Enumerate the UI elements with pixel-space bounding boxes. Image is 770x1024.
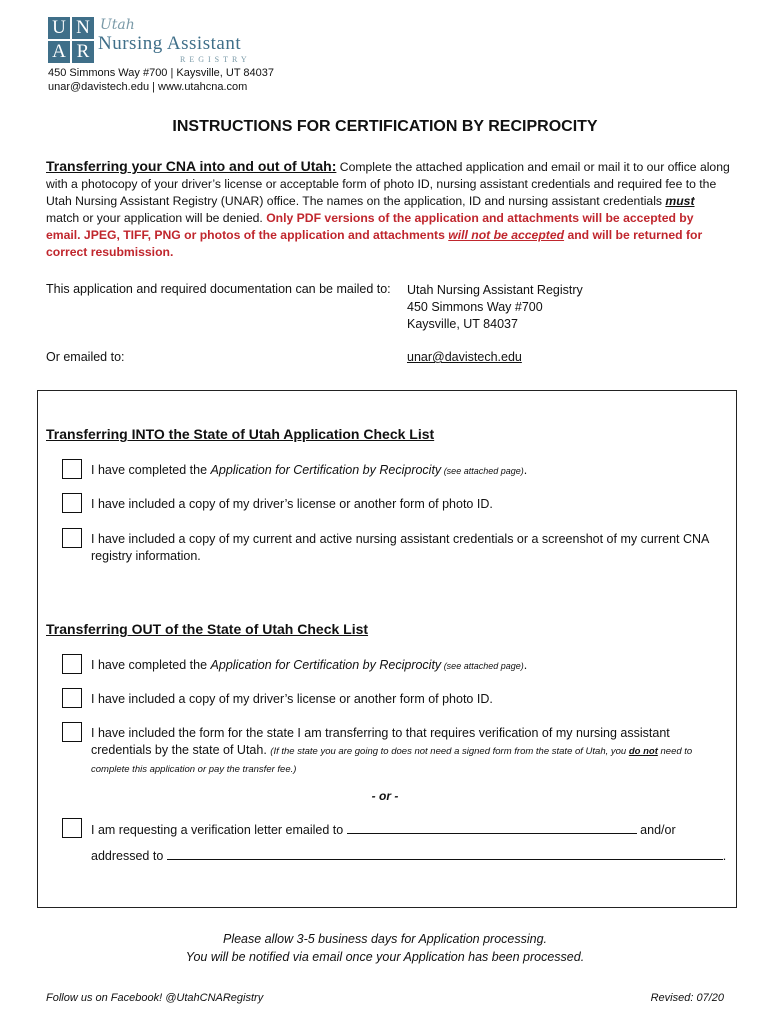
- out-checkbox-2[interactable]: [62, 688, 82, 708]
- verification-email-field[interactable]: [347, 821, 637, 834]
- into-item-3: I have included a copy of my current and active nursing assistant credentials or a screenshot of my current CNA registry information.: [91, 532, 709, 563]
- header-address: 450 Simmons Way #700 | Kaysville, UT 84037: [48, 67, 275, 79]
- out-item-3-note-1: (If the state you are going to does not need a signed form from the state of Utah, you: [270, 746, 629, 757]
- into-item-1-end: .: [523, 463, 528, 477]
- into-item-2: I have included a copy of my driver’s license or another form of photo ID.: [91, 497, 493, 511]
- processing-note-line1: Please allow 3-5 business days for Application processing.: [222, 932, 548, 946]
- out-item-1-title: Application for Certification by Reciprocity: [210, 658, 442, 672]
- logo-tile-n: N: [72, 17, 94, 39]
- out-item-4-address: [91, 847, 731, 865]
- intro-warning-2: and will be returned for correct resubmission.: [46, 228, 703, 259]
- intro-text-1: Complete the attached application and email or mail it to our office along with a photocopy of your driver’s license or acceptable form of photo ID, nursing assistant credentials and required fee to the Utah Nursing Assistant Registry (UNAR) office. The names on the application, ID and nursing assistant credentials: [46, 160, 730, 208]
- out-item-1-end: .: [523, 658, 528, 672]
- intro-lead: Transferring your CNA into and out of Utah:: [46, 158, 337, 174]
- out-checkbox-4[interactable]: [62, 818, 82, 838]
- into-item-1-note: (see attached page): [441, 466, 524, 476]
- into-checkbox-2[interactable]: [62, 493, 82, 513]
- page-title: INSTRUCTIONS FOR CERTIFICATION BY RECIPROCITY: [172, 118, 598, 135]
- email-label: Or emailed to:: [46, 350, 125, 364]
- mail-address-line3: Kaysville, UT 84037: [407, 317, 518, 331]
- out-item-3: [91, 725, 731, 778]
- logo-utah-text: Utah: [100, 17, 135, 33]
- out-checkbox-1[interactable]: [62, 654, 82, 674]
- email-link[interactable]: unar@davistech.edu: [407, 350, 522, 364]
- out-item-3-note-2: need to complete this application or pay the transfer fee.): [91, 746, 693, 775]
- into-checkbox-1[interactable]: [62, 459, 82, 479]
- footer-facebook: Follow us on Facebook! @UtahCNARegistry: [46, 992, 264, 1004]
- out-item-4: [91, 821, 731, 839]
- out-item-1-text: I have completed the: [91, 658, 211, 672]
- processing-note: [0, 930, 770, 966]
- out-heading: Transferring OUT of the State of Utah Check List: [46, 621, 369, 637]
- logo-registry-text: REGISTRY: [180, 55, 251, 64]
- mail-label: This application and required documentation can be mailed to:: [46, 282, 391, 296]
- into-item-1-title: Application for Certification by Reciprocity: [210, 463, 442, 477]
- logo-tile-r: R: [72, 41, 94, 63]
- intro-warning-underline: will not be accepted: [448, 228, 565, 242]
- out-item-4-address-label: addressed to: [91, 849, 167, 863]
- logo-name-text: Nursing Assistant: [98, 33, 242, 54]
- logo-tile-a: A: [48, 41, 70, 63]
- into-heading: Transferring INTO the State of Utah Application Check List: [46, 426, 435, 442]
- mail-address-line1: Utah Nursing Assistant Registry: [407, 283, 583, 297]
- logo-tile-u: U: [48, 17, 70, 39]
- out-item-4-address-end: .: [722, 849, 727, 863]
- out-item-2: I have included a copy of my driver’s license or another form of photo ID.: [91, 692, 493, 706]
- into-checkbox-3[interactable]: [62, 528, 82, 548]
- processing-note-line2: You will be notified via email once your Application has been processed.: [185, 950, 585, 964]
- into-item-1-text: I have completed the: [91, 463, 211, 477]
- out-item-4-andor: and/or: [636, 823, 676, 837]
- footer-revised: Revised: 07/20: [650, 992, 724, 1004]
- out-checkbox-3[interactable]: [62, 722, 82, 742]
- verification-address-field[interactable]: [167, 847, 723, 860]
- intro-paragraph: [46, 158, 730, 261]
- header-contact: unar@davistech.edu | www.utahcna.com: [48, 81, 248, 93]
- unar-logo: [48, 17, 278, 67]
- out-item-3-note-emphasis: do not: [628, 746, 658, 757]
- intro-warning-1: Only PDF versions of the application and attachments will be accepted by email. JPEG, TIFF, PNG or photos of the application and attachments: [46, 211, 694, 242]
- mail-address-line2: 450 Simmons Way #700: [407, 300, 543, 314]
- out-item-1-note: (see attached page): [441, 661, 524, 671]
- intro-must: must: [665, 194, 695, 208]
- or-separator: - or -: [371, 789, 399, 803]
- intro-text-2: match or your application will be denied.: [46, 211, 267, 225]
- mail-address: [407, 282, 583, 333]
- out-item-4-text: I am requesting a verification letter emailed to: [91, 823, 347, 837]
- out-item-3-text: I have included the form for the state I am transferring to that requires verification of my nursing assistant credentials by the state of Utah.: [91, 726, 670, 757]
- out-item-1: [91, 657, 731, 675]
- into-item-1: [91, 462, 731, 480]
